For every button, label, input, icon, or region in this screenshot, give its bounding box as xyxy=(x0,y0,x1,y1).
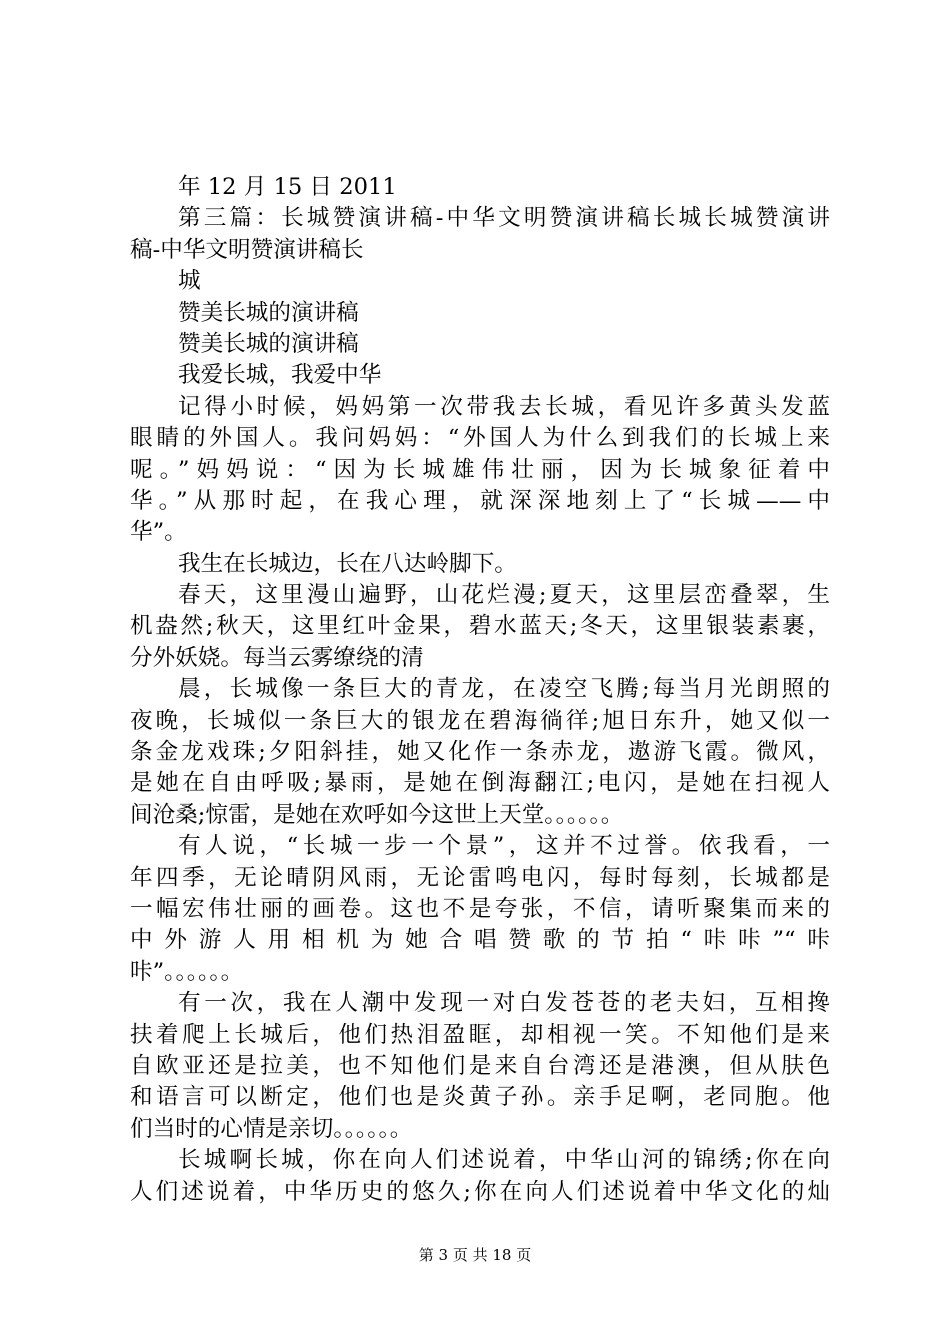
date-line: 年 12 月 15 日 2011 xyxy=(178,174,397,200)
section-title-line: 第三篇：长城赞演讲稿-中华文明赞演讲稿长城长城赞演讲 xyxy=(178,205,830,232)
paragraph-line: 我生在长城边，长在八达岭脚下。 xyxy=(178,550,517,577)
heading-line: 赞美长城的演讲稿 xyxy=(178,330,359,357)
paragraph-line: 们当时的心情是亲切。。。。。。 xyxy=(130,1115,413,1142)
paragraph-line: 华”。 xyxy=(130,519,187,546)
paragraph-line: 长城啊长城，你在向人们述说着，中华山河的锦绣;你在向 xyxy=(178,1147,830,1174)
paragraph-line: 年四季，无论晴阴风雨，无论雷鸣电闪，每时每刻，长城都是 xyxy=(130,864,830,891)
paragraph-line: 呢。”妈妈说：“因为长城雄伟壮丽，因为长城象征着中 xyxy=(130,456,830,483)
paragraph-line: 和语言可以断定，他们也是炎黄子孙。亲手足啊，老同胞。他 xyxy=(130,1084,830,1111)
paragraph-line: 自欧亚还是拉美，也不知他们是来自台湾还是港澳，但从肤色 xyxy=(130,1052,830,1079)
paragraph-line: 有人说，“长城一步一个景”，这并不过誉。依我看，一 xyxy=(178,833,830,860)
paragraph-line: 扶着爬上长城后，他们热泪盈眶，却相视一笑。不知他们是来 xyxy=(130,1021,830,1048)
heading-line: 赞美长城的演讲稿 xyxy=(178,299,359,326)
section-title-line: 稿-中华文明赞演讲稿长 xyxy=(130,236,364,263)
page-footer xyxy=(0,1244,950,1265)
paragraph-line: 眼睛的外国人。我问妈妈：“外国人为什么到我们的长城上来 xyxy=(130,425,830,452)
paragraph-line: 人们述说着，中华历史的悠久;你在向人们述说着中华文化的灿 xyxy=(130,1178,830,1205)
speech-title-line: 我爱长城，我爱中华 xyxy=(178,362,382,389)
paragraph-line: 间沧桑;惊雷，是她在欢呼如今这世上天堂。。。。。。 xyxy=(130,801,624,828)
paragraph-line: 机盎然;秋天，这里红叶金果，碧水蓝天;冬天，这里银装素裹， xyxy=(130,613,830,640)
document-body xyxy=(130,172,830,1208)
paragraph-line: 分外妖娆。每当云雾缭绕的清 xyxy=(130,644,424,671)
paragraph-line: 一幅宏伟壮丽的画卷。这也不是夸张，不信，请听聚集而来的 xyxy=(130,895,830,922)
paragraph-line: 春天，这里漫山遍野，山花烂漫;夏天，这里层峦叠翠，生 xyxy=(178,582,830,609)
paragraph-line: 晨，长城像一条巨大的青龙，在凌空飞腾;每当月光朗照的 xyxy=(178,676,830,703)
paragraph-line: 华。”从那时起，在我心理，就深深地刻上了“长城——中 xyxy=(130,487,830,514)
heading-line: 城 xyxy=(178,268,201,295)
page-number-label: 第 3 页 共 18 页 xyxy=(418,1246,532,1264)
paragraph-line: 咔”。。。。。。 xyxy=(130,958,244,985)
paragraph-line: 条金龙戏珠;夕阳斜挂，她又化作一条赤龙，遨游飞霞。微风， xyxy=(130,739,830,766)
paragraph-line: 夜晚，长城似一条巨大的银龙在碧海徜徉;旭日东升，她又似一 xyxy=(130,707,830,734)
paragraph-line: 是她在自由呼吸;暴雨，是她在倒海翻江;电闪，是她在扫视人 xyxy=(130,770,830,797)
paragraph-line: 中外游人用相机为她合唱赞歌的节拍“咔咔”“咔 xyxy=(130,927,830,954)
paragraph-line: 有一次，我在人潮中发现一对白发苍苍的老夫妇，互相搀 xyxy=(178,990,830,1017)
paragraph-line: 记得小时候，妈妈第一次带我去长城，看见许多黄头发蓝 xyxy=(178,393,830,420)
